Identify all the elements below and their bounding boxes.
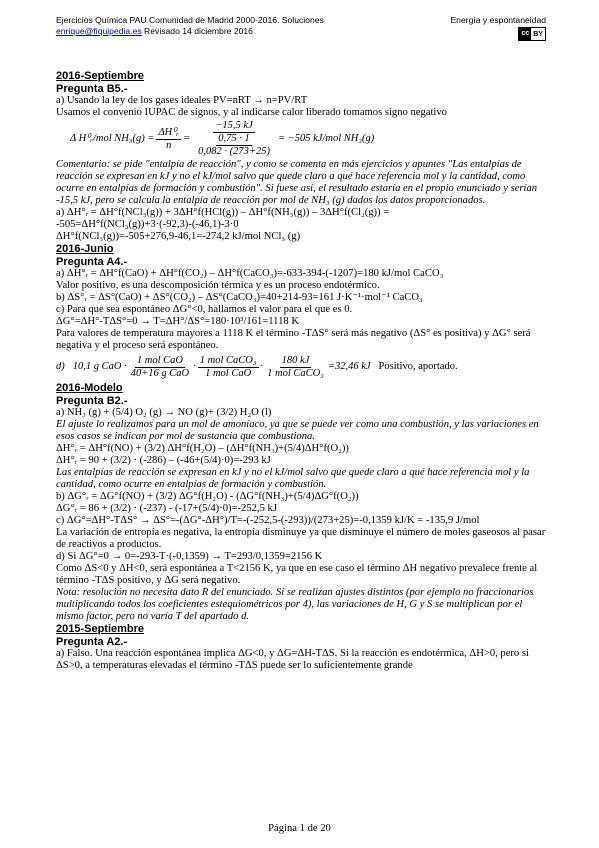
equals-sign: = bbox=[183, 133, 191, 144]
fraction-numerator: 1 mol CaCO₃ bbox=[199, 354, 257, 366]
header-title: Ejercicios Química PAU Comunidad de Madrid 2000-2016. Soluciones bbox=[56, 15, 324, 25]
text-line: b) ΔS°ᵣ = ΔS°(CaO) + ΔS°(CO₂) – ΔS°(CaCO₃)=40+214-93=161 J·K⁻¹·mol⁻¹ CaCO₃ bbox=[56, 292, 423, 303]
text-line: a) ΔH°ᵣ = ΔH°f(NCl₃(g)) + 3ΔH°f(HCl(g)) – ΔH°f(NH₃(g)) – 3ΔH°f(Cl₂(g)) = bbox=[56, 207, 390, 218]
text-line: b) ΔG°ᵣ = ΔG°f(NO) + (3/2) ΔG°f(H₂O) - (ΔG°f(NH₃)+(5/4)ΔG°f(O₂)) bbox=[56, 491, 359, 502]
text-line: Usamos el convenio IUPAC de signos, y al indicarse calor liberado tomamos signo negativo bbox=[56, 107, 447, 118]
fraction-denominator: 1 mol CaCO₃ bbox=[267, 367, 324, 379]
formula-result: =32,46 kJ bbox=[327, 361, 371, 372]
cc-mark: cc bbox=[519, 28, 531, 40]
text-line: ΔG°=ΔH°-TΔS°=0 → T=ΔH°/ΔS°=180·10³/161=1118 K bbox=[56, 316, 299, 327]
question-heading: Pregunta B2.- bbox=[56, 394, 128, 407]
conversion-formula bbox=[56, 352, 548, 382]
fraction-denominator: 40+16 g CaO bbox=[130, 367, 190, 379]
text-line: Para valores de temperatura mayores a 1118 K el término -TΔS° será más negativo (ΔS° es positiva) y ΔG° será negativa y el proceso será espontáneo. bbox=[56, 328, 531, 351]
text-line: Como ΔS<0 y ΔH<0, será espontánea a T<2156 K, ya que en ese caso el término ΔH negativo prevalece frente al término -TΔS positivo, y ΔG será negativo. bbox=[56, 563, 538, 586]
multiply-dot: · bbox=[193, 361, 196, 372]
text-line: a) Usando la ley de los gases ideales PV=nRT → n=PV/RT bbox=[56, 95, 308, 106]
section-heading: 2016-Septiembre bbox=[56, 70, 145, 82]
nested-fraction bbox=[196, 133, 272, 158]
document-body bbox=[56, 70, 548, 672]
text-line: a) Falso. Una reacción espontánea implica ΔG<0, y ΔG=ΔH-TΔS. Si la reacción es endotérmica, ΔH>0, pero si ΔS>0, a temperaturas elevadas el término -TΔS puede ser lo suficientemente grande bbox=[56, 648, 529, 671]
creative-commons-by-icon[interactable] bbox=[518, 27, 546, 41]
email-link[interactable]: enrique@fiquipedia.es bbox=[56, 26, 142, 36]
text-line: ΔG°ᵣ = 86 + (3/2) · (-237) - (-17+(5/4)·0)=-252,5 kJ bbox=[56, 503, 277, 514]
fraction-denominator: 1 mol CaO bbox=[205, 367, 252, 379]
question-heading: Pregunta A4.- bbox=[56, 255, 128, 268]
fraction-numerator: 0,75 · 1 bbox=[218, 133, 250, 144]
item-label: d) bbox=[56, 361, 65, 372]
fraction-denominator bbox=[192, 133, 276, 158]
text-line: a) NH₃ (g) + (5/4) O₂ (g) → NO (g)+ (3/2) H₂O (l) bbox=[56, 407, 272, 418]
fraction bbox=[156, 127, 181, 152]
text-line: a) ΔH°ᵣ = ΔH°f(CaO) + ΔH°f(CO₂) – ΔH°f(CaCO₃)=-633-394-(-1207)=180 kJ/mol CaCO₃ bbox=[56, 268, 444, 279]
page-header bbox=[56, 15, 546, 41]
section-heading: 2016-Junio bbox=[56, 243, 114, 255]
fraction bbox=[198, 355, 259, 380]
enthalpy-formula bbox=[70, 119, 548, 159]
header-topic: Energía y espontaneidad bbox=[450, 15, 546, 25]
italic-paragraph: Las entalpías de reacción se expresan en kJ y no el kJ/mol salvo que quede claro a qué hace referencia mol y la cantidad, como ocurre en entalpías de formación y combustión. bbox=[56, 467, 530, 490]
by-mark: BY bbox=[533, 30, 543, 38]
text-line: La variación de entropía es negativa, la entropía disminuye ya que disminuye el número de moles gaseosos al pasar de reactivos a productos. bbox=[56, 527, 546, 550]
text-line: d) Si ΔG°=0 → 0=-293-T·(-0,1359) → T=293/0,1359=2156 K bbox=[56, 551, 323, 562]
section-heading: 2015-Septiembre bbox=[56, 623, 145, 635]
fraction bbox=[192, 120, 276, 158]
text-line: c) Para que sea espontáneo ΔG°<0, hallamos el valor para el que es 0. bbox=[56, 304, 353, 315]
text-line: Valor positivo, es una descomposición térmica y es un proceso endotérmico. bbox=[56, 280, 380, 291]
question-heading: Pregunta B5.- bbox=[56, 82, 128, 95]
result-note: Positivo, aportado. bbox=[378, 361, 458, 372]
text-line: c) ΔG°=ΔH°-TΔS° → ΔS°=-(ΔG°-ΔH°)/T=-(-252,5-(-293))/(273+25)=-0,1359 kJ/K = -135,9 J/mol bbox=[56, 515, 480, 526]
formula-lhs: Δ H⁰ᵣ/mol NH₃(g) = bbox=[70, 133, 155, 144]
fraction-denominator: 0,082 · (273+25) bbox=[198, 146, 270, 157]
question-heading: Pregunta A2.- bbox=[56, 635, 128, 648]
fraction bbox=[265, 355, 326, 380]
formula-start: 10,1 g CaO · bbox=[72, 361, 127, 372]
revision-date: Revisado 14 diciembre 2016 bbox=[141, 26, 253, 36]
italic-paragraph: Nota: resolución no necesita dato R del enunciado. Si se realizan ajustes distintos (por ejemplo no fraccionarios multiplicando todos los coeficientes estequiométricos por 4), las variaciones de H, G y S se multiplican por el mismo factor, pero no varía T del apartado d. bbox=[56, 587, 534, 622]
fraction-numerator: −15,5 kJ bbox=[215, 120, 253, 131]
text-line: ΔH°f(NCl₃(g))=-505+276,9-46,1=-274,2 kJ/mol NCl₃ (g) bbox=[56, 231, 301, 242]
fraction-denominator: n bbox=[166, 139, 172, 151]
page-number: Página 1 de 20 bbox=[268, 823, 331, 834]
fraction-numerator: ΔH⁰ᵣ bbox=[158, 126, 180, 138]
fraction bbox=[129, 355, 191, 380]
fraction-numerator: 180 kJ bbox=[281, 354, 310, 366]
formula-rhs: = −505 kJ/mol NH₃(g) bbox=[277, 133, 375, 144]
header-credits bbox=[56, 26, 253, 37]
section-heading: 2016-Modelo bbox=[56, 382, 123, 394]
text-line: -505=ΔH°f(NCl₃(g))+3·(-92,3)-(-46,1)-3·0 bbox=[56, 219, 239, 230]
multiply-dot: · bbox=[260, 361, 264, 372]
text-line: ΔH°ᵣ = 90 + (3/2) · (-286) – (-46+(5/4)·0)=-293 kJ bbox=[56, 455, 271, 466]
comment-paragraph: Comentario: se pide "entalpía de reacción", y como se comenta en más ejercicios y apuntes "Las entalpías de reacción se expresan en kJ y no el kJ/mol salvo que quede claro a qué hace referencia mol y la cantidad, como ocurre en entalpías de formación y combustión". Si fuese así, el resultado estaría en el propio enunciado y serían -15,5 kJ, pero se calcula la entalpía de reacción por mol de NH₃ (g) dados los datos proporcionados. bbox=[56, 159, 538, 206]
fraction-numerator: 1 mol CaO bbox=[136, 354, 183, 366]
text-line: ΔH°ᵣ = ΔH°f(NO) + (3/2) ΔH°f(H₂O) – (ΔH°f(NH₃)+(5/4)ΔH°f(O₂)) bbox=[56, 443, 349, 454]
italic-paragraph: El ajuste lo realizamos para un mol de amoníaco, ya que se puede ver como una combustión, y las variaciones en esos casos se indican por mol de sustancia que combustiona. bbox=[56, 419, 539, 442]
